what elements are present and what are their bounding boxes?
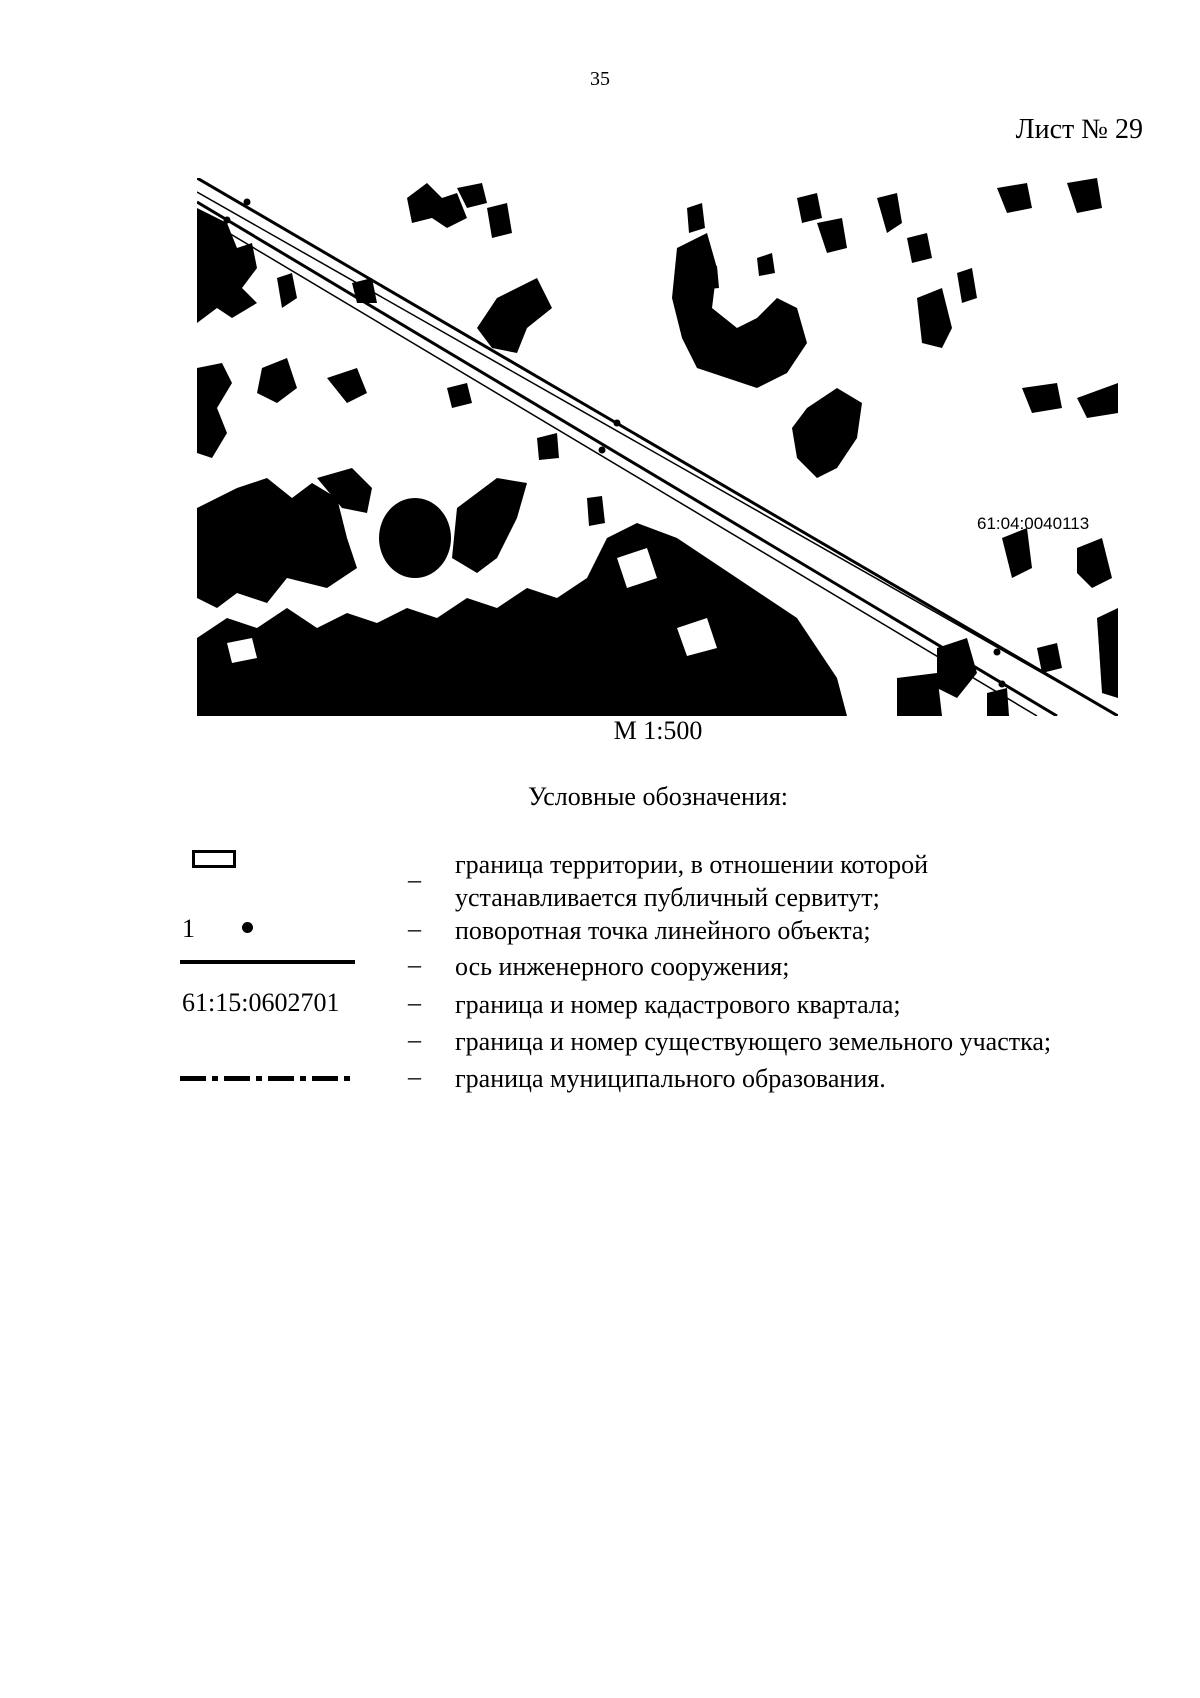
legend-item-municipal-boundary — [0, 1062, 1200, 1102]
legend-desc: граница и номер кадастрового квартала; — [455, 990, 901, 1019]
legend-item-cadastral-quarter — [0, 988, 1200, 1028]
solid-line-icon — [180, 960, 355, 964]
legend-desc: поворотная точка линейного объекта; — [455, 916, 871, 945]
sheet-title: Лист № 29 — [1015, 114, 1143, 145]
legend-dash: – — [408, 1025, 421, 1054]
legend-desc: граница муниципального образования. — [455, 1064, 886, 1093]
legend-dash: – — [408, 1062, 421, 1091]
legend-item-servitude-boundary — [0, 848, 1200, 912]
legend-dash: – — [408, 988, 421, 1017]
legend-desc: ось инженерного сооружения; — [455, 952, 790, 981]
legend-dash: – — [408, 914, 421, 943]
rectangle-outline-icon — [192, 850, 236, 868]
legend-desc-line: граница территории, в отношении которой — [455, 850, 929, 879]
map-scale: М 1:500 — [613, 716, 703, 745]
legend-dash: – — [408, 950, 421, 979]
point-dot-icon — [242, 922, 253, 933]
legend-desc — [455, 848, 1155, 914]
dash-dot-line-icon — [180, 1076, 355, 1081]
map-svg — [197, 178, 1118, 716]
cadastral-quarter-label: 61:04:0040113 — [977, 514, 1090, 533]
point-number: 1 — [182, 914, 195, 943]
map-image — [197, 178, 1118, 716]
page-number: 35 — [590, 68, 610, 90]
legend-item-turning-point — [0, 914, 1200, 954]
cadastral-number-sample: 61:15:0602701 — [182, 988, 340, 1017]
legend-item-land-plot — [0, 1025, 1200, 1065]
legend-dash: – — [408, 865, 421, 894]
legend-item-structure-axis — [0, 950, 1200, 990]
legend-desc-line: устанавливается публичный сервитут; — [455, 883, 880, 912]
legend-title: Условные обозначения: — [527, 782, 789, 811]
legend-desc: граница и номер существующего земельного участка; — [455, 1027, 1052, 1056]
